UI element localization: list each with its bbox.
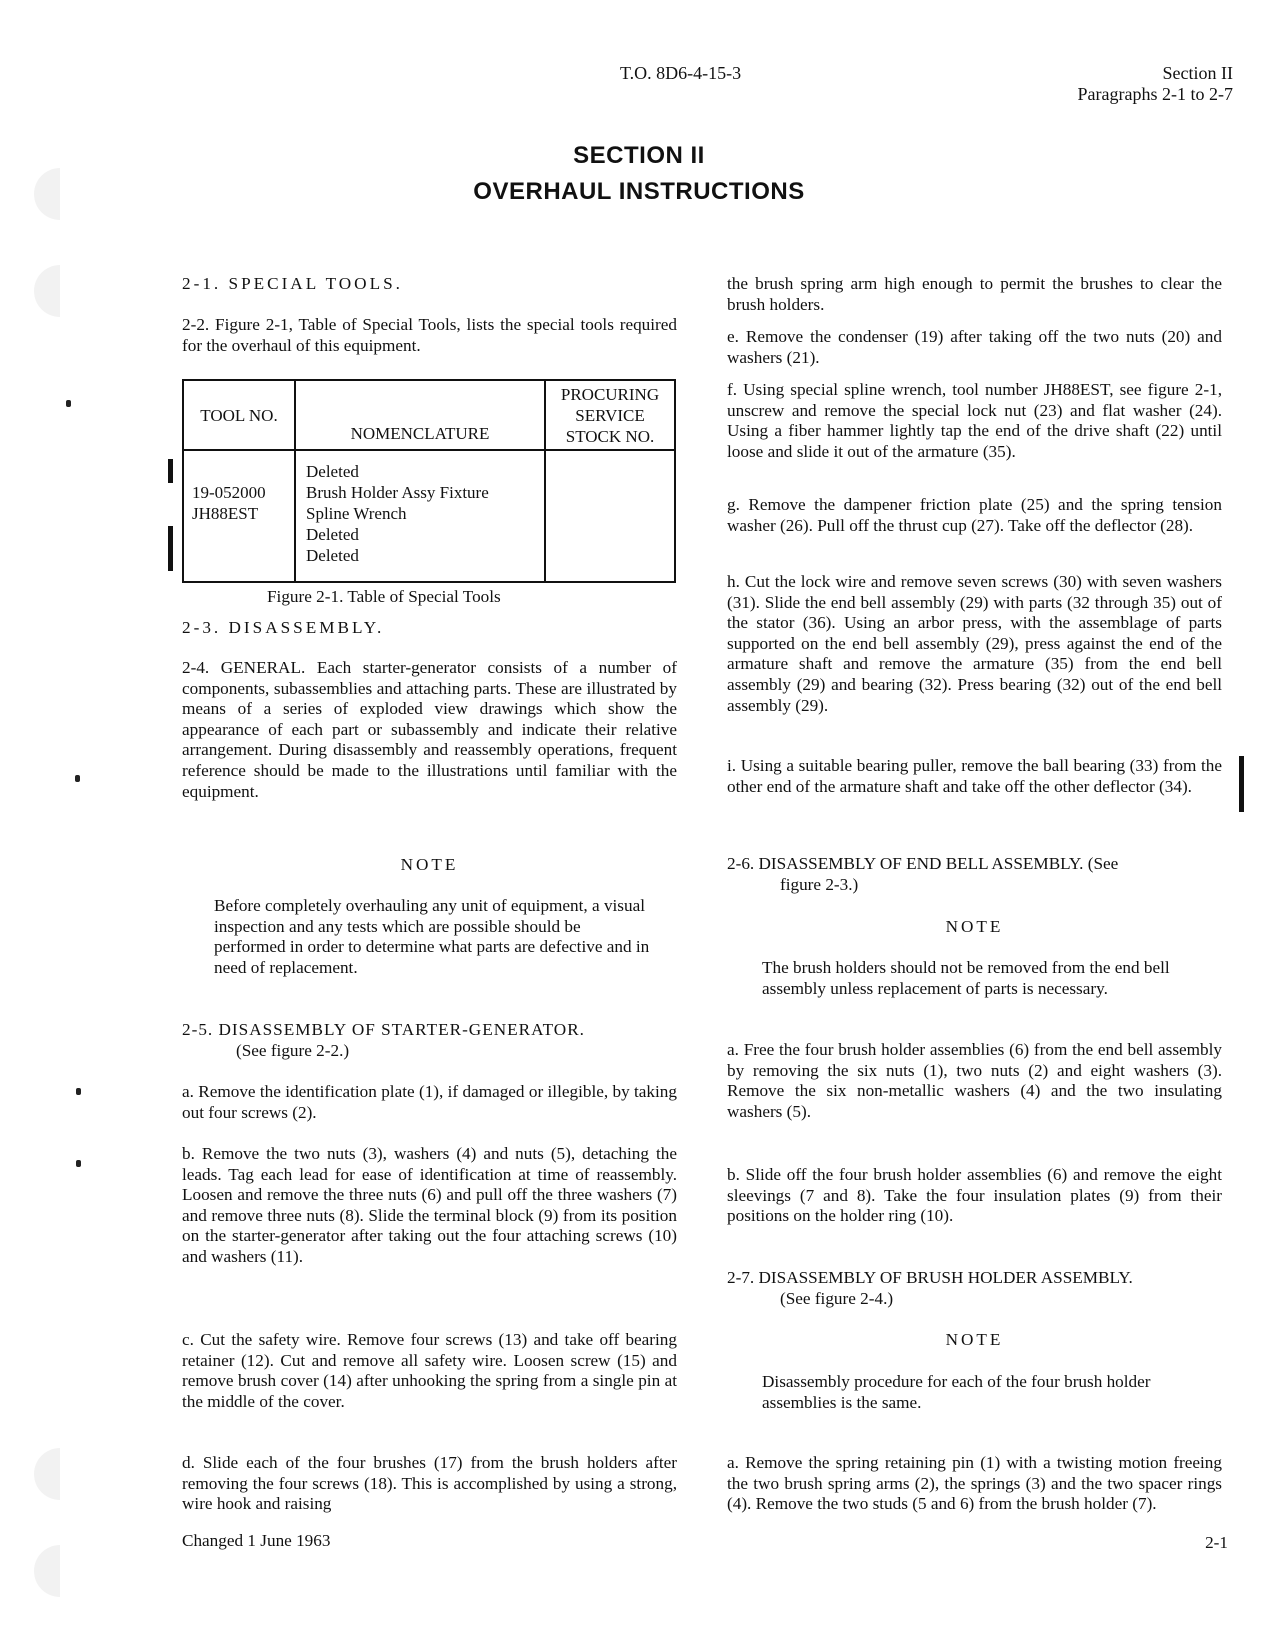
punch-hole — [34, 1448, 60, 1500]
scan-mark — [76, 1088, 81, 1095]
step-f: f. Using special spline wrench, tool number JH88EST, see figure 2-1, unscrew and remove the special lock nut (23) and flat washer (24). Using a fiber hammer lightly tap the end of the drive shaft (22) until loose and slide it out of the armature (35). — [727, 380, 1222, 461]
section-label: Section II — [1162, 63, 1233, 83]
heading-see-figure: figure 2-3.) — [780, 875, 859, 894]
page-number: 2-1 — [1205, 1533, 1228, 1552]
step-d: d. Slide each of the four brushes (17) from the brush holders after removing the four screws (18). This is accomplished by using a strong, wire hook and raising — [182, 1453, 677, 1514]
note-title: NOTE — [945, 917, 1004, 936]
nomenclature-row: Brush Holder Assy Fixture — [306, 483, 489, 502]
tool-no-row: 19-052000 — [192, 483, 266, 502]
tool-no-row: JH88EST — [192, 504, 259, 523]
step-i: i. Using a suitable bearing puller, remove the ball bearing (33) from the other end of the armature shaft and take off the other deflector (34). — [727, 756, 1222, 796]
tool-no-row — [192, 545, 294, 566]
scan-mark — [76, 1160, 81, 1167]
nomenclature-row: Deleted — [306, 462, 359, 481]
tool-no-cell — [183, 450, 295, 582]
nomenclature-row: Spline Wrench — [306, 504, 407, 523]
tool-no-row — [192, 461, 294, 482]
heading-end-bell: 2-6. DISASSEMBLY OF END BELL ASSEMBLY. (See — [727, 854, 1119, 873]
section-title: SECTION II — [573, 142, 705, 169]
scan-mark — [75, 775, 80, 782]
note-body: Before completely overhauling any unit of equipment, a visual inspection and any tests which are possible should be performed in order to determine what parts are defective and in need of replacement. — [214, 896, 650, 977]
header-tool-no: TOOL NO. — [183, 380, 295, 450]
header-nomenclature: NOMENCLATURE — [295, 380, 545, 450]
paragraph-range: Paragraphs 2-1 to 2-7 — [1077, 84, 1233, 104]
step-h: h. Cut the lock wire and remove seven screws (30) with seven washers (31). Slide the end bell assembly (29) with parts (32 through 35) out of the stator (36). Using an arbor press, with the assemblage of parts supported on the end bell assembly (29), press against the end of the armature shaft and remove the armature (35) from the end bell assembly (29) and bearing (32). Press bearing (32) out of the end bell assembly (29). — [727, 572, 1222, 715]
heading-starter-generator: 2-5. DISASSEMBLY OF STARTER-GENERATOR. — [182, 1020, 585, 1039]
note-body: The brush holders should not be removed from the end bell assembly unless replacement of parts is necessary. — [762, 958, 1170, 998]
note-title: NOTE — [945, 1330, 1004, 1349]
step-e: e. Remove the condenser (19) after taking off the two nuts (20) and washers (21). — [727, 327, 1222, 367]
figure-caption: Figure 2-1. Table of Special Tools — [267, 587, 501, 606]
stock-no-cell — [545, 450, 675, 582]
special-tools-table — [182, 379, 676, 583]
heading-brush-holder: 2-7. DISASSEMBLY OF BRUSH HOLDER ASSEMBLY. — [727, 1268, 1133, 1287]
step-a: a. Remove the identification plate (1), if damaged or illegible, by taking out four screws (2). — [182, 1082, 677, 1122]
change-date: Changed 1 June 1963 — [182, 1531, 331, 1550]
step-b: b. Remove the two nuts (3), washers (4) and nuts (5), detaching the leads. Tag each lead for ease of identification at time of reassembly. Loosen and remove the three nuts (6) and pull off the three washers (7) and remove three nuts (8). Slide the terminal block (9) from its position on the starter-generator after taking out the four attaching screws (10) and washers (11). — [182, 1144, 677, 1266]
note-title: NOTE — [400, 855, 459, 874]
punch-hole — [34, 1545, 60, 1597]
change-bar — [168, 526, 173, 571]
section-subtitle: OVERHAUL INSTRUCTIONS — [473, 178, 805, 205]
doc-number: T.O. 8D6-4-15-3 — [620, 63, 742, 83]
note-body: Disassembly procedure for each of the four brush holder assemblies is the same. — [762, 1372, 1151, 1412]
header-stock-no: PROCURING SERVICE STOCK NO. — [545, 380, 675, 450]
heading-see-figure: (See figure 2-2.) — [236, 1041, 350, 1060]
heading-see-figure: (See figure 2-4.) — [780, 1289, 894, 1308]
heading-disassembly: 2-3. DISASSEMBLY. — [182, 618, 385, 637]
nomenclature-row: Deleted — [306, 546, 359, 565]
step-d-continued: the brush spring arm high enough to permit the brushes to clear the brush holders. — [727, 274, 1222, 314]
paragraph-2-4: 2-4. GENERAL. Each starter-generator consists of a number of components, subassemblies and attaching parts. These are illustrated by means of a series of exploded view drawings which show the appearance of each part or subassembly and indicate their relative arrangement. During disassembly and reassembly operations, frequent reference should be made to the illustrations until familiar with the equipment. — [182, 658, 677, 801]
nomenclature-row: Deleted — [306, 525, 359, 544]
change-bar — [168, 459, 173, 483]
paragraph-2-2: 2-2. Figure 2-1, Table of Special Tools, lists the special tools required for the overhaul of this equipment. — [182, 315, 677, 355]
step-c: c. Cut the safety wire. Remove four screws (13) and take off bearing retainer (12). Cut and remove all safety wire. Loosen screw (15) and remove brush cover (14) after unhooking the spring from a single pin at the middle of the cover. — [182, 1330, 677, 1411]
heading-special-tools: 2-1. SPECIAL TOOLS. — [182, 274, 403, 293]
brush-holder-step-a: a. Remove the spring retaining pin (1) with a twisting motion freeing the two brush spring arms (2), the springs (3) and the two spacer rings (4). Remove the two studs (5 and 6) from the brush holder (7). — [727, 1453, 1222, 1514]
end-bell-step-a: a. Free the four brush holder assemblies (6) from the end bell assembly by removing the six nuts (1), two nuts (2) and eight washers (3). Remove the six non-metallic washers (4) and the two insulating washers (5). — [727, 1040, 1222, 1121]
scan-mark — [66, 400, 71, 407]
step-g: g. Remove the dampener friction plate (25) and the spring tension washer (26). Pull off the thrust cup (27). Take off the deflector (28). — [727, 495, 1222, 535]
nomenclature-cell — [295, 450, 545, 582]
end-bell-step-b: b. Slide off the four brush holder assemblies (6) and remove the eight sleevings (7 and 8). Take the four insulation plates (9) from their positions on the holder ring (10). — [727, 1165, 1222, 1226]
tool-no-row — [192, 524, 294, 545]
change-bar — [1239, 756, 1244, 812]
punch-hole — [34, 265, 60, 317]
